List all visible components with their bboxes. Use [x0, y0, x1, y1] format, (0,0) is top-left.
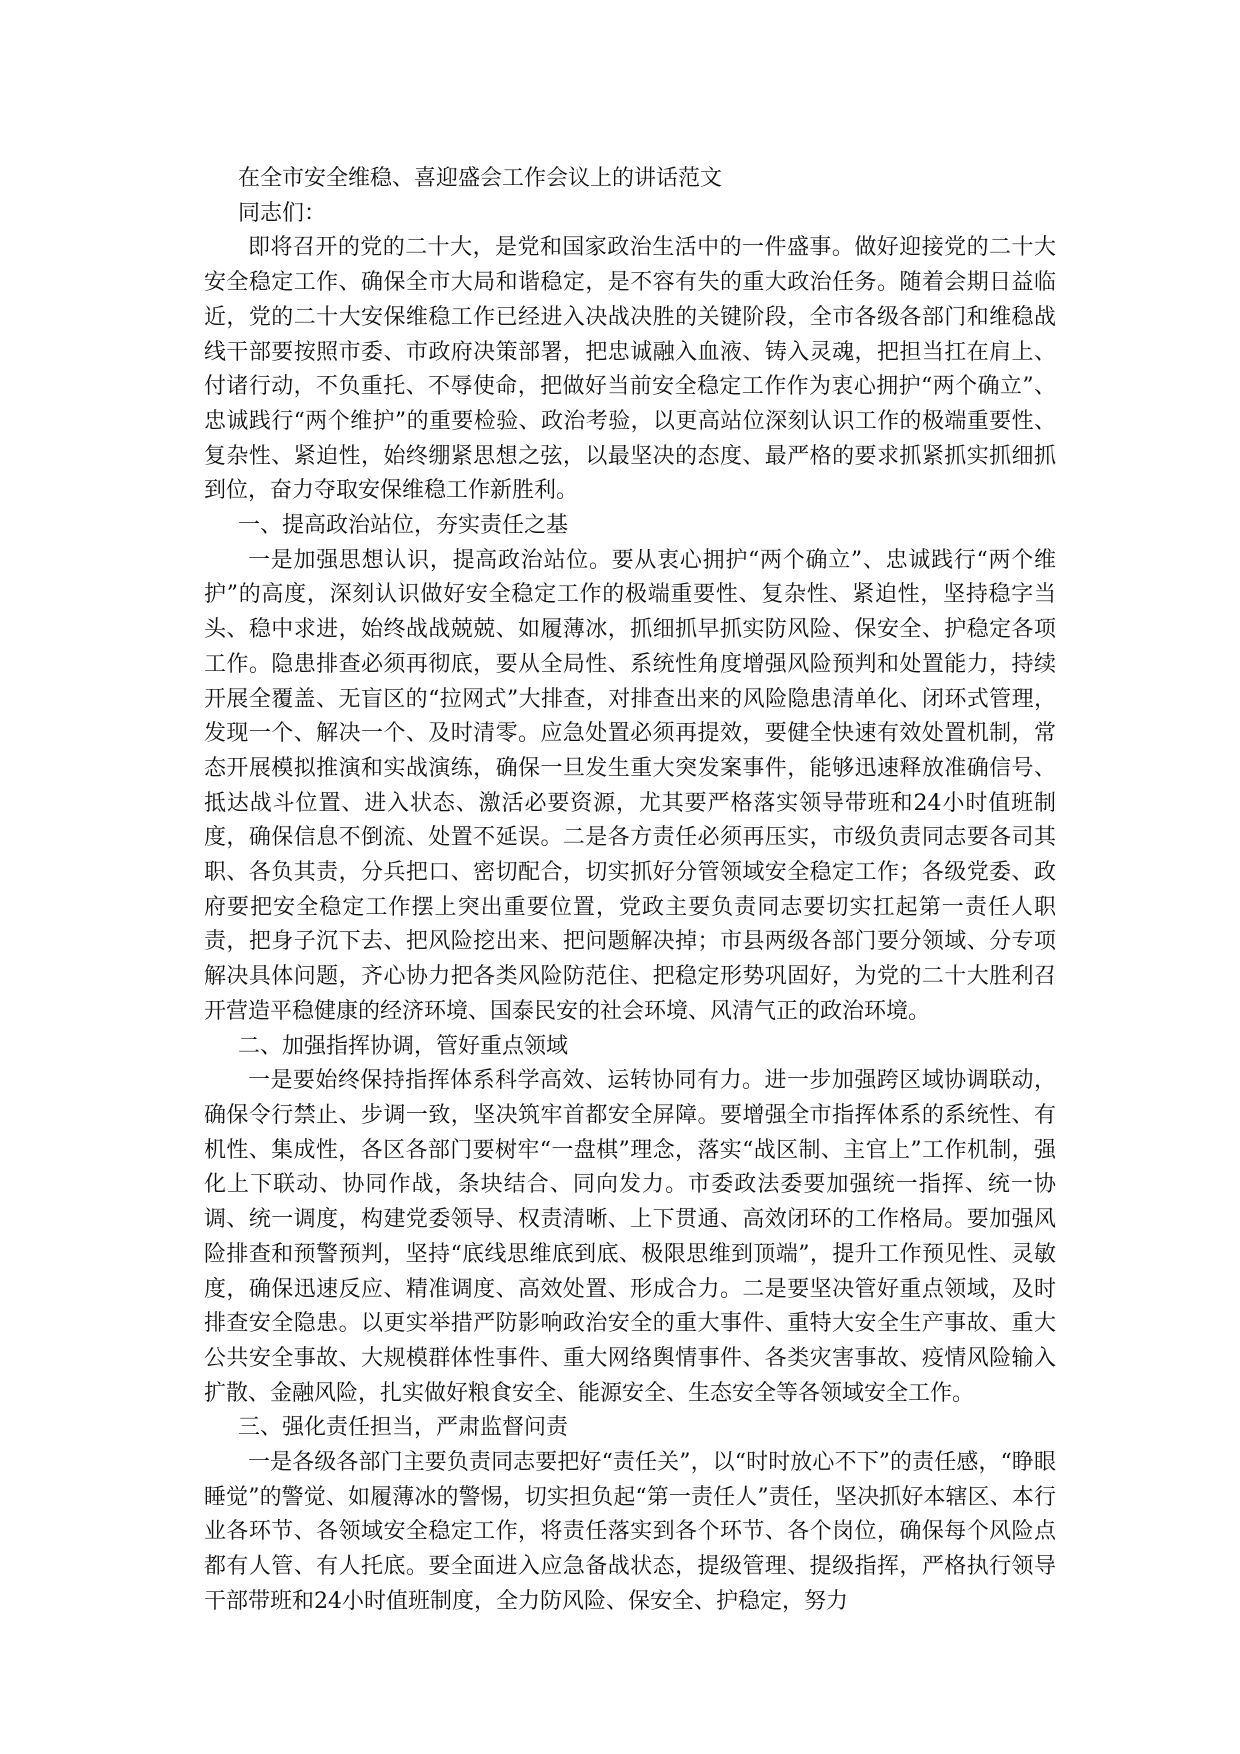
section-heading-3: 三、强化责任担当，严肃监督问责: [238, 1415, 569, 1441]
salutation: 同志们：: [238, 200, 327, 226]
section-body-2: 一是要始终保持指挥体系科学高效、运转协同有力。进一步加强跨区域协调联动，确保令行禁止、步调一致，坚决筑牢首都安全屏障。要增强全市指挥体系的系统性、有机性、集成性，各区各部门要树牢“一盘棋”理念，落实“战区制、主官上”工作机制，强化上下联动、协同作战，条块结合、同向发力。市委政法委要加强统一指挥、统一协调、统一调度，构建党委领导、权责清晰、上下贯通、高效闭环的工作格局。要加强风险排查和预警预判，坚持“底线思维底到底、极限思维到顶端”，提升工作预见性、灵敏度，确保迅速反应、精准调度、高效处置、形成合力。二是要坚决管好重点领域，及时排查安全隐患。以更实举措严防影响政治安全的重大事件、重特大安全生产事故、重大公共安全事故、大规模群体性事件、重大网络舆情事件、各类灾害事故、疫情风险输入扩散、金融风险，扎实做好粮食安全、能源安全、生态安全等各领域安全工作。: [204, 1068, 1056, 1406]
section-heading-1: 一、提高政治站位，夯实责任之基: [238, 513, 569, 539]
document-page: [204, 162, 1056, 1620]
section-body-3: 一是各级各部门主要负责同志要把好“责任关”，以“时时放心不下”的责任感，“睁眼睡觉”的警觉、如履薄冰的警惕，切实担负起“第一责任人”责任，坚决抓好本辖区、本行业各环节、各领域安全稳定工作，将责任落实到各个环节、各个岗位，确保每个风险点都有人管、有人托底。要全面进入应急备战状态，提级管理、提级指挥，严格执行领导干部带班和24小时值班制度，全力防风险、保安全、护稳定，努力: [204, 1450, 1056, 1614]
document-title: 在全市安全维稳、喜迎盛会工作会议上的讲话范文: [238, 166, 723, 191]
section-heading-2: 二、加强指挥协调，管好重点领域: [238, 1033, 569, 1059]
section-body-1: 一是加强思想认识，提高政治站位。要从衷心拥护“两个确立”、忠诚践行“两个维护”的高度，深刻认识做好安全稳定工作的极端重要性、复杂性、紧迫性，坚持稳字当头、稳中求进，始终战战兢兢、如履薄冰，抓细抓早抓实防风险、保安全、护稳定各项工作。隐患排查必须再彻底，要从全局性、系统性角度增强风险预判和处置能力，持续开展全覆盖、无盲区的“拉网式”大排查，对排查出来的风险隐患清单化、闭环式管理，发现一个、解决一个、及时清零。应急处置必须再提效，要健全快速有效处置机制，常态开展模拟推演和实战演练，确保一旦发生重大突发案事件，能够迅速释放准确信号、抵达战斗位置、进入状态、激活必要资源，尤其要严格落实领导带班和24小时值班制度，确保信息不倒流、处置不延误。二是各方责任必须再压实，市级负责同志要各司其职、各负其责，分兵把口、密切配合，切实抓好分管领域安全稳定工作；各级党委、政府要把安全稳定工作摆上突出重要位置，党政主要负责同志要切实扛起第一责任人职责，把身子沉下去、把风险挖出来、把问题解决掉；市县两级各部门要分领域、分专项解决具体问题，齐心协力把各类风险防范住、把稳定形势巩固好，为党的二十大胜利召开营造平稳健康的经济环境、国泰民安的社会环境、风清气正的政治环境。: [204, 547, 1056, 1024]
intro-paragraph: 即将召开的党的二十大，是党和国家政治生活中的一件盛事。做好迎接党的二十大安全稳定工作、确保全市大局和谐稳定，是不容有失的重大政治任务。随着会期日益临近，党的二十大安保维稳工作已经进入决战决胜的关键阶段，全市各级各部门和维稳战线干部要按照市委、市政府决策部署，把忠诚融入血液、铸入灵魂，把担当扛在肩上、付诸行动，不负重托、不辱使命，把做好当前安全稳定工作作为衷心拥护“两个确立”、忠诚践行“两个维护”的重要检验、政治考验，以更高站位深刻认识工作的极端重要性、复杂性、紧迫性，始终绷紧思想之弦，以最坚决的态度、最严格的要求抓紧抓实抓细抓到位，奋力夺取安保维稳工作新胜利。: [204, 235, 1056, 504]
